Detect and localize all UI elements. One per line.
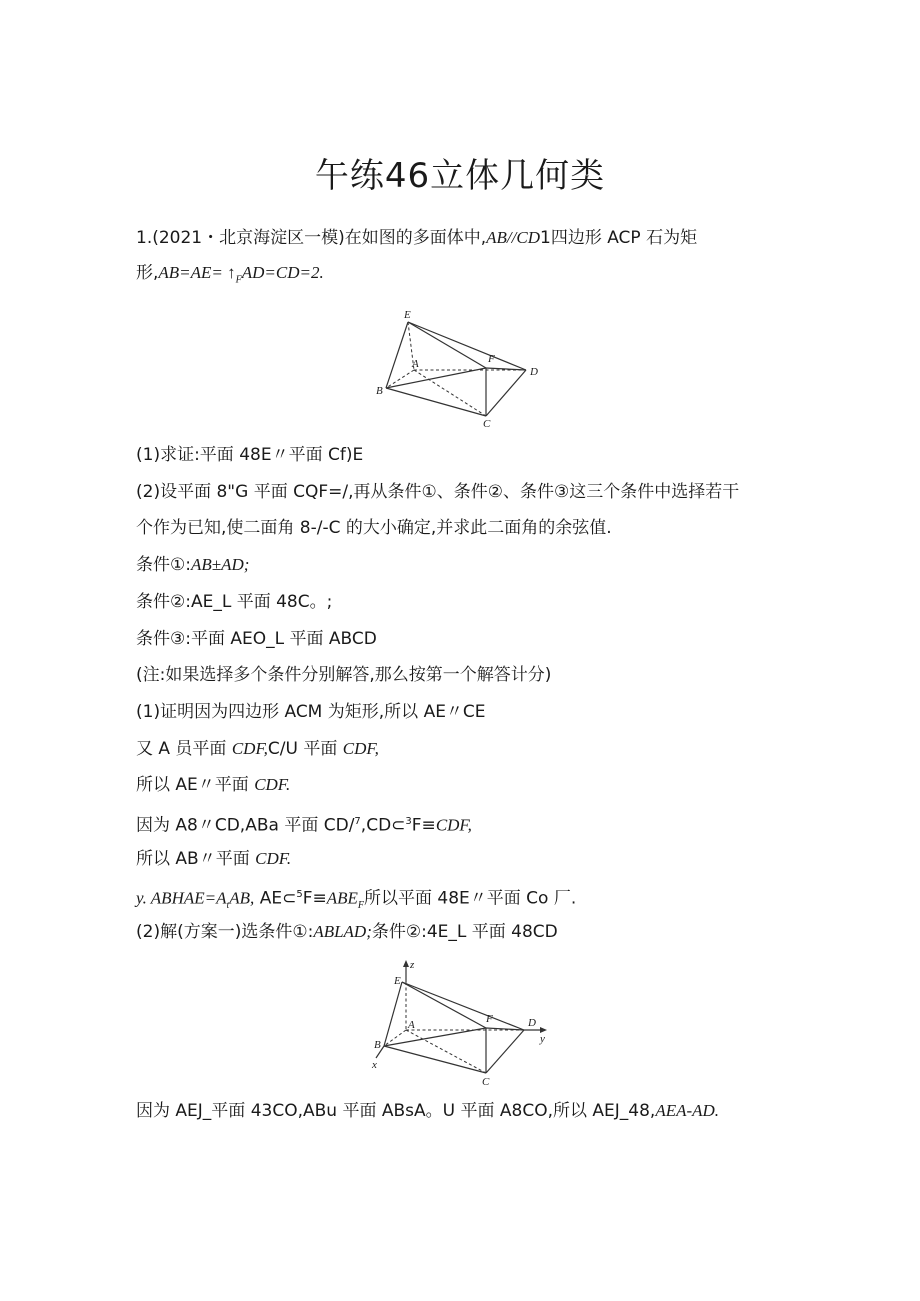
solution-formula: CDF, <box>231 739 268 758</box>
solution-text: 因为 A8〃CD,ABa 平面 CD/ <box>136 815 355 836</box>
solution-superscript: 5 <box>296 889 303 900</box>
solution-formula: CDF, <box>435 815 472 835</box>
label-z: z <box>410 959 415 971</box>
question-2-line-1: (2)设平面 8"G 平面 CQF=/,再从条件①、条件②、条件③这三个条件中选择若干 <box>136 482 740 502</box>
label-c: C <box>483 418 491 430</box>
solution-formula: CDF, <box>342 739 379 758</box>
solution-text: F≡ <box>411 815 436 836</box>
label-b: B <box>374 1039 381 1051</box>
edge-cd <box>486 1030 524 1073</box>
problem-parallel: AB//CD <box>486 228 540 247</box>
problem-line-1 <box>136 227 697 249</box>
edge-bc <box>384 1046 486 1073</box>
problem-rectangle: 1四边形 ACP 石为矩 <box>540 228 698 248</box>
question-2-line-2: 个作为已知,使二面角 8-/-C 的大小确定,并求此二面角的余弦值. <box>136 518 612 538</box>
solution-text: 所以 AE〃平面 <box>136 775 249 795</box>
solution-line-8 <box>136 1100 719 1122</box>
solution-text: 所以平面 48E〃平面 Co 厂. <box>364 888 577 909</box>
condition-1-label: 条件①: <box>136 555 191 575</box>
label-d: D <box>530 366 538 378</box>
problem-equalities-end: AD=CD=2. <box>241 263 324 282</box>
condition-2: 条件②:AE_L 平面 48C。; <box>136 592 333 612</box>
problem-subscript: F <box>235 274 242 286</box>
solution-formula: CDF. <box>254 775 291 794</box>
edge-bf <box>386 368 486 388</box>
label-f: F <box>488 353 495 365</box>
solution-formula: ABE <box>326 888 358 908</box>
polyhedron-figure-2 <box>362 958 562 1093</box>
solution-text: 又 A 员平面 <box>136 739 227 759</box>
solution-subscript: t <box>226 900 230 912</box>
solution-subscript: F <box>357 900 364 912</box>
edge-cd <box>486 370 526 416</box>
solution-text: 因为 AEJ_平面 43CO,ABu 平面 ABsA。U 平面 A8CO,所以 AEJ_48, <box>136 1101 656 1121</box>
solution-superscript: 7 <box>354 816 361 827</box>
solution-text: F≡ <box>302 888 327 909</box>
solution-formula: AEA-AD. <box>655 1101 720 1120</box>
edge-eb <box>384 982 402 1046</box>
label-a: A <box>408 1019 415 1031</box>
solution-line-2 <box>136 738 379 760</box>
condition-1 <box>136 554 249 576</box>
polyhedron-figure-1 <box>370 306 550 431</box>
solution-line-7 <box>136 921 558 943</box>
label-y: y <box>540 1033 545 1045</box>
label-e: E <box>394 975 401 987</box>
label-x: x <box>372 1059 377 1071</box>
solution-formula: y. ABHAE=A <box>136 888 227 908</box>
solution-text: ,CD⊂ <box>360 815 406 836</box>
edge-ac <box>406 1030 486 1073</box>
question-1: (1)求证:平面 48E〃平面 Cf)E <box>136 445 364 465</box>
problem-shape-word: 形, <box>136 263 159 283</box>
condition-3: 条件③:平面 AEO_L 平面 ABCD <box>136 629 377 649</box>
axis-z-arrow <box>403 960 409 967</box>
edge-ef <box>408 322 486 368</box>
solution-text: AE⊂ <box>259 888 297 909</box>
problem-source: 1.(2021・北京海淀区一模)在如图的多面体中, <box>136 228 487 248</box>
solution-superscript: 3 <box>405 816 412 827</box>
solution-text: C/U 平面 <box>267 739 338 759</box>
edge-bc <box>386 388 486 416</box>
solution-formula: ABLAD; <box>313 922 372 941</box>
label-f: F <box>486 1013 493 1025</box>
solution-formula: AB, <box>229 888 255 908</box>
edge-ed <box>402 982 524 1030</box>
solution-text: (2)解(方案一)选条件①: <box>136 922 314 942</box>
solution-line-4 <box>136 811 472 837</box>
problem-line-2 <box>136 262 324 291</box>
problem-equalities: AB=AE= ↑ <box>158 263 236 282</box>
solution-text: 所以 AB〃平面 <box>136 849 250 869</box>
page-title: 午练46立体几何类 <box>314 156 606 196</box>
edge-ac <box>414 370 486 416</box>
solution-line-1: (1)证明因为四边形 ACM 为矩形,所以 AE〃CE <box>136 702 486 722</box>
label-e: E <box>404 309 411 321</box>
edge-eb <box>386 322 408 388</box>
solution-formula: CDF. <box>255 849 292 868</box>
label-d: D <box>528 1017 536 1029</box>
scoring-note: (注:如果选择多个条件分别解答,那么按第一个解答计分) <box>136 665 552 685</box>
solution-line-6 <box>136 884 576 917</box>
label-c: C <box>482 1076 490 1088</box>
solution-text: 条件②:4E_L 平面 48CD <box>371 922 558 942</box>
label-b: B <box>376 385 383 397</box>
edge-ed <box>408 322 526 370</box>
label-a: A <box>412 358 419 370</box>
condition-1-formula: AB±AD; <box>190 555 250 574</box>
solution-line-3 <box>136 774 290 796</box>
solution-line-5 <box>136 848 291 870</box>
edge-bf <box>384 1028 486 1046</box>
